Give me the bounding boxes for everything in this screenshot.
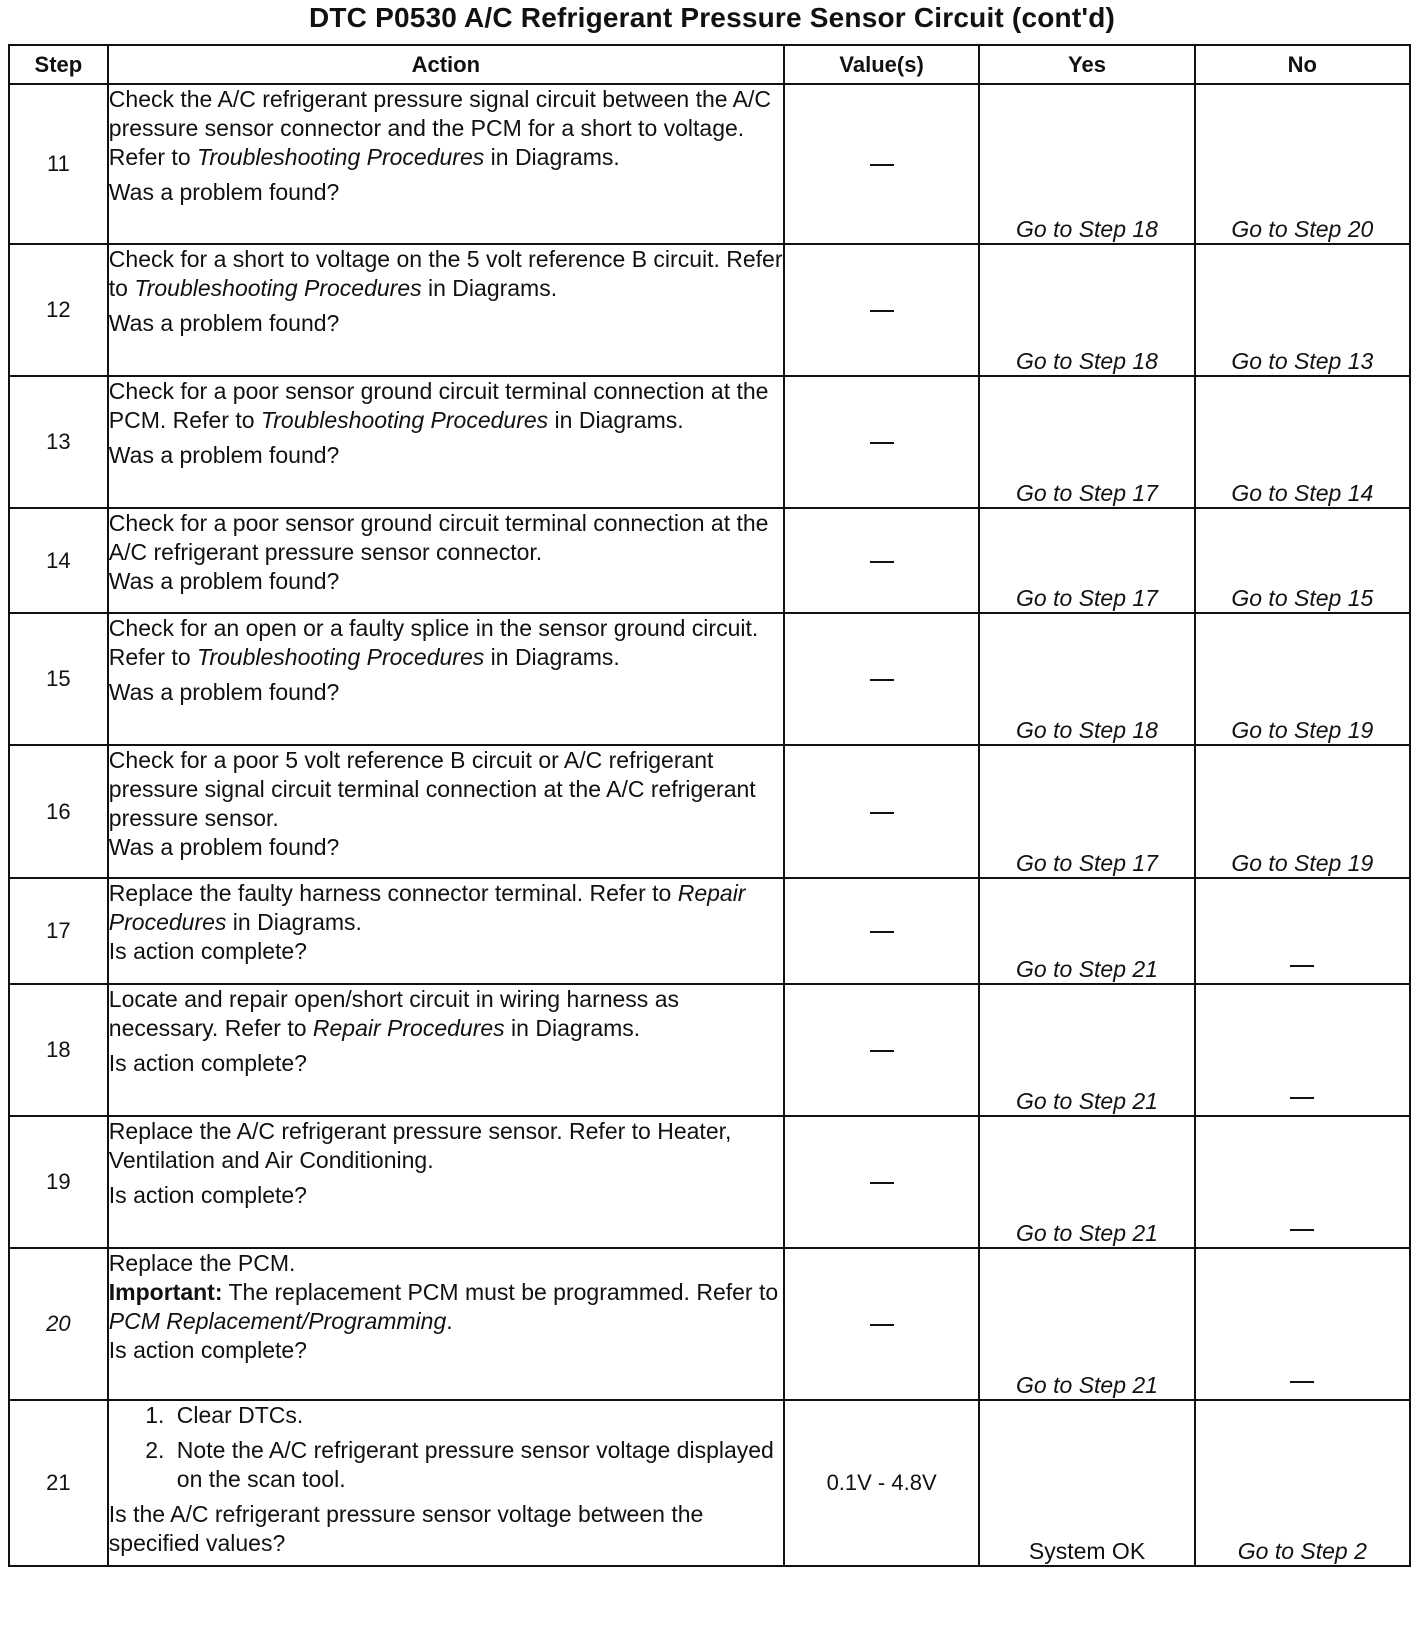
table-row <box>9 508 1410 613</box>
yes-cell: Go to Step 21 <box>979 1248 1194 1400</box>
action-cell <box>108 745 784 878</box>
dash-mark <box>870 679 894 681</box>
diagnostic-table <box>8 44 1411 1567</box>
action-question: Is action complete? <box>108 1337 307 1363</box>
yes-cell: Go to Step 21 <box>979 878 1194 984</box>
table-row <box>9 1248 1410 1400</box>
action-text: Check for a short to voltage on the 5 volt reference B circuit. Refer to Troubleshooting Procedures in Diagrams. <box>108 246 783 301</box>
reference: Repair Procedures <box>312 1015 505 1041</box>
important-note: Important: The replacement PCM must be programmed. Refer to PCM Replacement/Programming. <box>108 1279 779 1334</box>
action-text: Check for an open or a faulty splice in the sensor ground circuit. Refer to Troubleshooting Procedures in Diagrams. <box>108 615 759 670</box>
step-number: 14 <box>9 508 108 613</box>
important-label: Important: <box>108 1279 223 1305</box>
dash-mark <box>1290 1229 1314 1231</box>
table-row <box>9 376 1410 508</box>
reference: Troubleshooting Procedures <box>197 644 485 670</box>
no-cell <box>1195 1248 1410 1400</box>
step-number: 21 <box>9 1400 108 1566</box>
step-number: 12 <box>9 244 108 376</box>
action-text: Locate and repair open/short circuit in wiring harness as necessary. Refer to Repair Procedures in Diagrams. <box>108 986 679 1041</box>
action-cell <box>108 984 784 1116</box>
action-text: Check for a poor sensor ground circuit terminal connection at the PCM. Refer to Troubleshooting Procedures in Diagrams. <box>108 378 769 433</box>
action-question: Is action complete? <box>108 938 307 964</box>
yes-cell: Go to Step 17 <box>979 376 1194 508</box>
table-row <box>9 1400 1410 1566</box>
action-text: Check the A/C refrigerant pressure signal circuit between the A/C pressure sensor connector and the PCM for a short to voltage. Refer to Troubleshooting Procedures in Diagrams. <box>108 86 772 170</box>
header-row <box>9 45 1410 84</box>
value-cell <box>784 745 980 878</box>
dash-mark <box>870 1050 894 1052</box>
action-cell <box>108 613 784 745</box>
step-number: 17 <box>9 878 108 984</box>
dash-mark <box>870 561 894 563</box>
table-row <box>9 613 1410 745</box>
dash-mark <box>1290 1097 1314 1099</box>
reference: Troubleshooting Procedures <box>260 407 549 433</box>
header-yes: Yes <box>979 45 1194 84</box>
no-cell: Go to Step 2 <box>1195 1400 1410 1566</box>
dash-mark <box>870 1182 894 1184</box>
action-cell <box>108 508 784 613</box>
page-title: DTC P0530 A/C Refrigerant Pressure Sensor Circuit (cont'd) <box>308 2 1116 33</box>
reference: PCM Replacement/Programming <box>108 1308 447 1334</box>
list-item: 1. Clear DTCs. <box>171 1401 783 1430</box>
header-action: Action <box>108 45 784 84</box>
action-question: Was a problem found? <box>108 442 340 468</box>
dash-mark <box>870 164 894 166</box>
step-number: 18 <box>9 984 108 1116</box>
dash-mark <box>870 310 894 312</box>
header-step: Step <box>9 45 108 84</box>
no-cell: Go to Step 19 <box>1195 745 1410 878</box>
action-question: Was a problem found? <box>108 568 340 594</box>
reference: Troubleshooting Procedures <box>134 275 422 301</box>
yes-cell: Go to Step 17 <box>979 508 1194 613</box>
value-cell <box>784 613 980 745</box>
step-number: 20 <box>9 1248 108 1400</box>
action-question: Was a problem found? <box>108 834 340 860</box>
no-cell: Go to Step 15 <box>1195 508 1410 613</box>
no-cell: Go to Step 13 <box>1195 244 1410 376</box>
step-number: 15 <box>9 613 108 745</box>
action-question: Is action complete? <box>108 1050 307 1076</box>
yes-cell: System OK <box>979 1400 1194 1566</box>
value-cell <box>784 1248 980 1400</box>
action-question: Is the A/C refrigerant pressure sensor voltage between the specified values? <box>108 1501 704 1556</box>
value-cell <box>784 1116 980 1248</box>
header-values: Value(s) <box>784 45 980 84</box>
action-question: Was a problem found? <box>108 179 340 205</box>
yes-cell: Go to Step 17 <box>979 745 1194 878</box>
no-cell <box>1195 1116 1410 1248</box>
action-cell <box>108 878 784 984</box>
action-text: Replace the PCM. <box>108 1250 296 1276</box>
no-cell <box>1195 878 1410 984</box>
yes-cell: Go to Step 18 <box>979 244 1194 376</box>
action-text: Replace the faulty harness connector terminal. Refer to Repair Procedures in Diagrams. <box>108 880 746 935</box>
action-cell <box>108 1400 784 1566</box>
yes-cell: Go to Step 21 <box>979 1116 1194 1248</box>
step-number: 19 <box>9 1116 108 1248</box>
value-cell <box>784 244 980 376</box>
value-cell <box>784 84 980 244</box>
action-text: Check for a poor 5 volt reference B circuit or A/C refrigerant pressure signal circuit terminal connection at the A/C refrigerant pressure sensor. <box>108 747 756 831</box>
step-number: 11 <box>9 84 108 244</box>
reference: Troubleshooting Procedures <box>197 144 485 170</box>
dash-mark <box>870 442 894 444</box>
no-cell: Go to Step 20 <box>1195 84 1410 244</box>
yes-cell: Go to Step 21 <box>979 984 1194 1116</box>
value-cell <box>784 878 980 984</box>
dash-mark <box>870 1324 894 1326</box>
yes-cell: Go to Step 18 <box>979 84 1194 244</box>
value-cell: 0.1V - 4.8V <box>784 1400 980 1566</box>
table-row <box>9 244 1410 376</box>
action-question: Was a problem found? <box>108 310 340 336</box>
list-item: 2. Note the A/C refrigerant pressure sensor voltage displayed on the scan tool. <box>171 1436 783 1494</box>
action-text: Check for a poor sensor ground circuit terminal connection at the A/C refrigerant pressure sensor connector. <box>108 510 769 565</box>
yes-cell: Go to Step 18 <box>979 613 1194 745</box>
no-cell: Go to Step 19 <box>1195 613 1410 745</box>
reference: Repair Procedures <box>108 880 746 935</box>
dash-mark <box>1290 965 1314 967</box>
no-cell <box>1195 984 1410 1116</box>
action-question: Is action complete? <box>108 1182 307 1208</box>
numbered-steps <box>109 1401 783 1500</box>
action-cell <box>108 1116 784 1248</box>
action-question: Was a problem found? <box>108 679 340 705</box>
table-row <box>9 1116 1410 1248</box>
value-cell <box>784 984 980 1116</box>
action-cell <box>108 1248 784 1400</box>
action-cell <box>108 376 784 508</box>
value-cell <box>784 376 980 508</box>
step-number: 16 <box>9 745 108 878</box>
table-row <box>9 84 1410 244</box>
value-cell <box>784 508 980 613</box>
table-row <box>9 878 1410 984</box>
dash-mark <box>870 812 894 814</box>
action-text: Replace the A/C refrigerant pressure sensor. Refer to Heater, Ventilation and Air Conditioning. <box>108 1118 732 1173</box>
dash-mark <box>870 931 894 933</box>
step-number: 13 <box>9 376 108 508</box>
header-no: No <box>1195 45 1410 84</box>
dash-mark <box>1290 1381 1314 1383</box>
action-cell <box>108 244 784 376</box>
table-row <box>9 745 1410 878</box>
table-row <box>9 984 1410 1116</box>
no-cell: Go to Step 14 <box>1195 376 1410 508</box>
action-cell <box>108 84 784 244</box>
